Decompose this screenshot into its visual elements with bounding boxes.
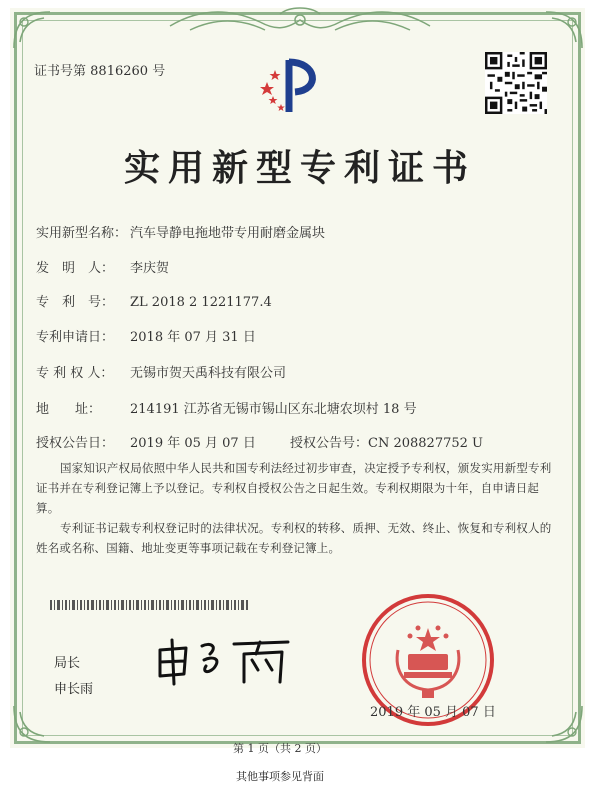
announcement-number-label: 授权公告号： — [290, 436, 369, 451]
field-label: 专 利 权 人： — [36, 366, 114, 381]
field-value: 214191 江苏省无锡市锡山区东北塘农坝村 18 号 — [130, 402, 417, 417]
corner-ornament-icon — [540, 8, 586, 54]
certificate-number-suffix: 号 — [152, 64, 166, 79]
field-value: 李庆贺 — [130, 261, 170, 276]
field-announcement — [36, 432, 483, 451]
field-inventor — [36, 257, 169, 276]
certificate-number-value: 8816260 — [90, 64, 149, 79]
seal-date: 2019 年 05 月 07 日 — [370, 705, 496, 720]
announcement-date-value: 2019 年 05 月 07 日 — [130, 436, 256, 451]
director-title: 局长 — [54, 656, 81, 671]
field-value: 汽车导静电拖地带专用耐磨金属块 — [130, 226, 326, 241]
barcode-strip-icon — [50, 600, 250, 610]
field-value: ZL 2018 2 1221177.4 — [130, 295, 272, 310]
field-utility-model-name — [36, 222, 325, 241]
announcement-date-label: 授权公告日： — [36, 436, 115, 451]
field-label: 实用新型名称： — [36, 226, 128, 241]
field-application-date — [36, 326, 256, 345]
field-patent-number — [36, 291, 272, 310]
field-label: 发 明 人： — [36, 261, 115, 276]
announcement-number-value: CN 208827752 U — [368, 436, 483, 451]
certificate-number-label: 证书号第 — [34, 64, 87, 79]
page-number: 第 1 页（共 2 页） — [233, 742, 327, 755]
certificate-title: 实用新型专利证书 — [123, 147, 476, 189]
field-value: 无锡市贺天禹科技有限公司 — [130, 366, 287, 381]
field-label: 地 址： — [36, 402, 102, 417]
patent-office-logo-icon — [255, 56, 325, 118]
field-label: 专利申请日： — [36, 330, 115, 345]
grant-paragraph: 国家知识产权局依照中华人民共和国专利法经过初步审查，决定授予专利权，颁发实用新型专利证书并在专利登记簿上予以登记。专利权自授权公告之日起生效。专利权期限为十年，自申请日起算。 — [36, 461, 552, 515]
certificate-number — [34, 60, 165, 79]
director-name: 申长雨 — [54, 682, 94, 697]
field-patentee — [36, 362, 286, 381]
field-address — [36, 398, 417, 417]
footer-note: 其他事项参见背面 — [236, 770, 324, 783]
field-value: 2018 年 07 月 31 日 — [130, 330, 256, 345]
top-ornament-icon — [160, 6, 440, 40]
director-signature-icon — [152, 636, 302, 686]
qr-code-icon — [485, 52, 547, 114]
field-label: 专 利 号： — [36, 295, 115, 310]
corner-ornament-icon — [10, 8, 56, 54]
legal-status-paragraph: 专利证书记载专利权登记时的法律状况。专利权的转移、质押、无效、终止、恢复和专利权人的姓名或名称、国籍、地址变更等事项记载在专利登记簿上。 — [36, 521, 552, 555]
